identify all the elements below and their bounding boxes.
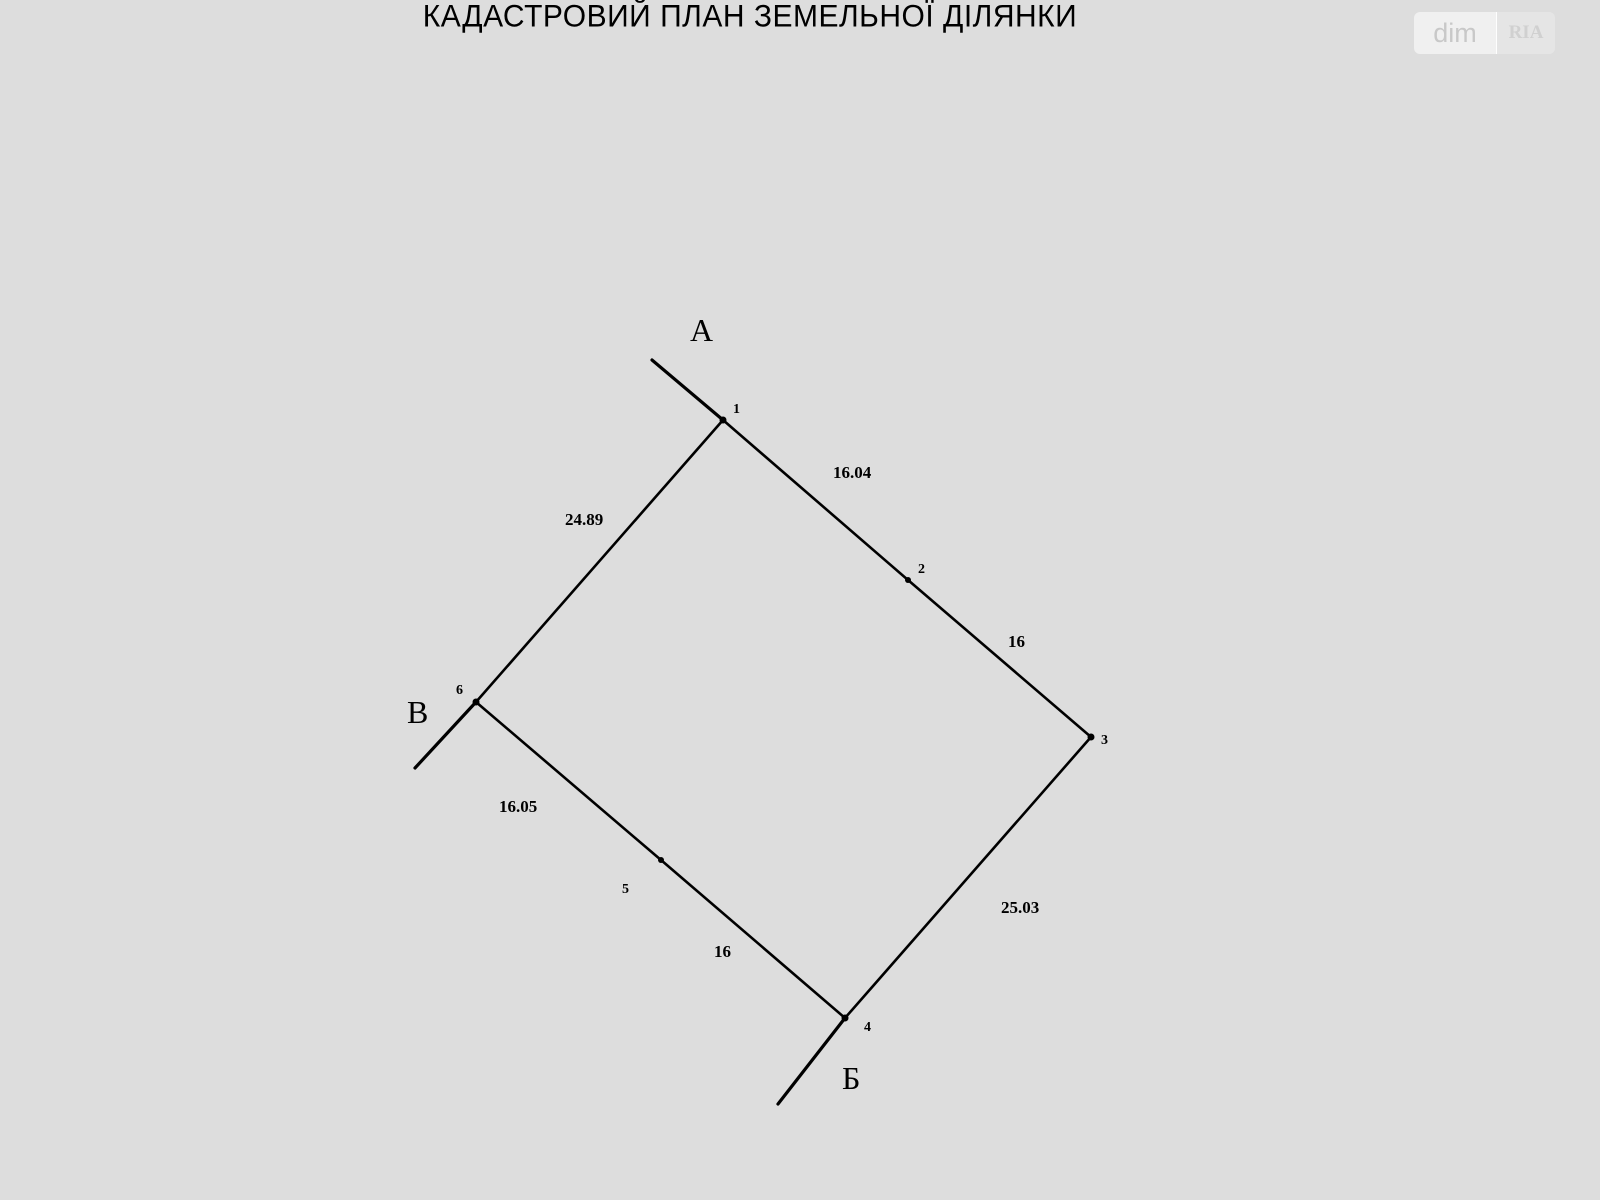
boundary-1-2 — [723, 420, 908, 580]
distance-label-1-2: 16.04 — [833, 463, 872, 482]
distance-label-5-4: 16 — [714, 942, 731, 961]
neighbor-label-b: Б — [842, 1060, 861, 1096]
boundary-4-5 — [661, 860, 845, 1018]
distance-label-6-5: 16.05 — [499, 797, 538, 816]
point-label-6: 6 — [456, 683, 463, 698]
vertex-3 — [1088, 734, 1095, 741]
boundary-2-3 — [908, 580, 1091, 737]
vertex-2 — [905, 577, 911, 583]
watermark-ria-text: RIA — [1497, 12, 1555, 54]
boundary-3-4 — [845, 737, 1091, 1018]
page-title: КАДАСТРОВИЙ ПЛАН ЗЕМЕЛЬНОЇ ДІЛЯНКИ — [422, 0, 1078, 34]
vertex-6 — [473, 699, 480, 706]
neighbor-line-a — [652, 360, 723, 420]
neighbor-label-v: В — [407, 694, 429, 730]
point-label-5: 5 — [622, 882, 629, 897]
distance-label-3-4: 25.03 — [1001, 898, 1040, 917]
neighbor-label-a: А — [690, 312, 714, 348]
distance-label-2-3: 16 — [1008, 632, 1025, 651]
neighbor-line-b — [778, 1018, 845, 1104]
point-label-4: 4 — [864, 1020, 871, 1035]
boundary-6-1 — [476, 420, 723, 702]
point-label-3: 3 — [1101, 733, 1108, 748]
point-label-2: 2 — [918, 562, 925, 577]
watermark-dim-text: dim — [1433, 18, 1477, 48]
vertex-5 — [658, 857, 664, 863]
distance-label-1-6: 24.89 — [565, 510, 604, 529]
vertex-4 — [842, 1015, 849, 1022]
vertex-1 — [720, 417, 727, 424]
point-label-1: 1 — [733, 402, 740, 417]
boundary-5-6 — [476, 702, 661, 860]
